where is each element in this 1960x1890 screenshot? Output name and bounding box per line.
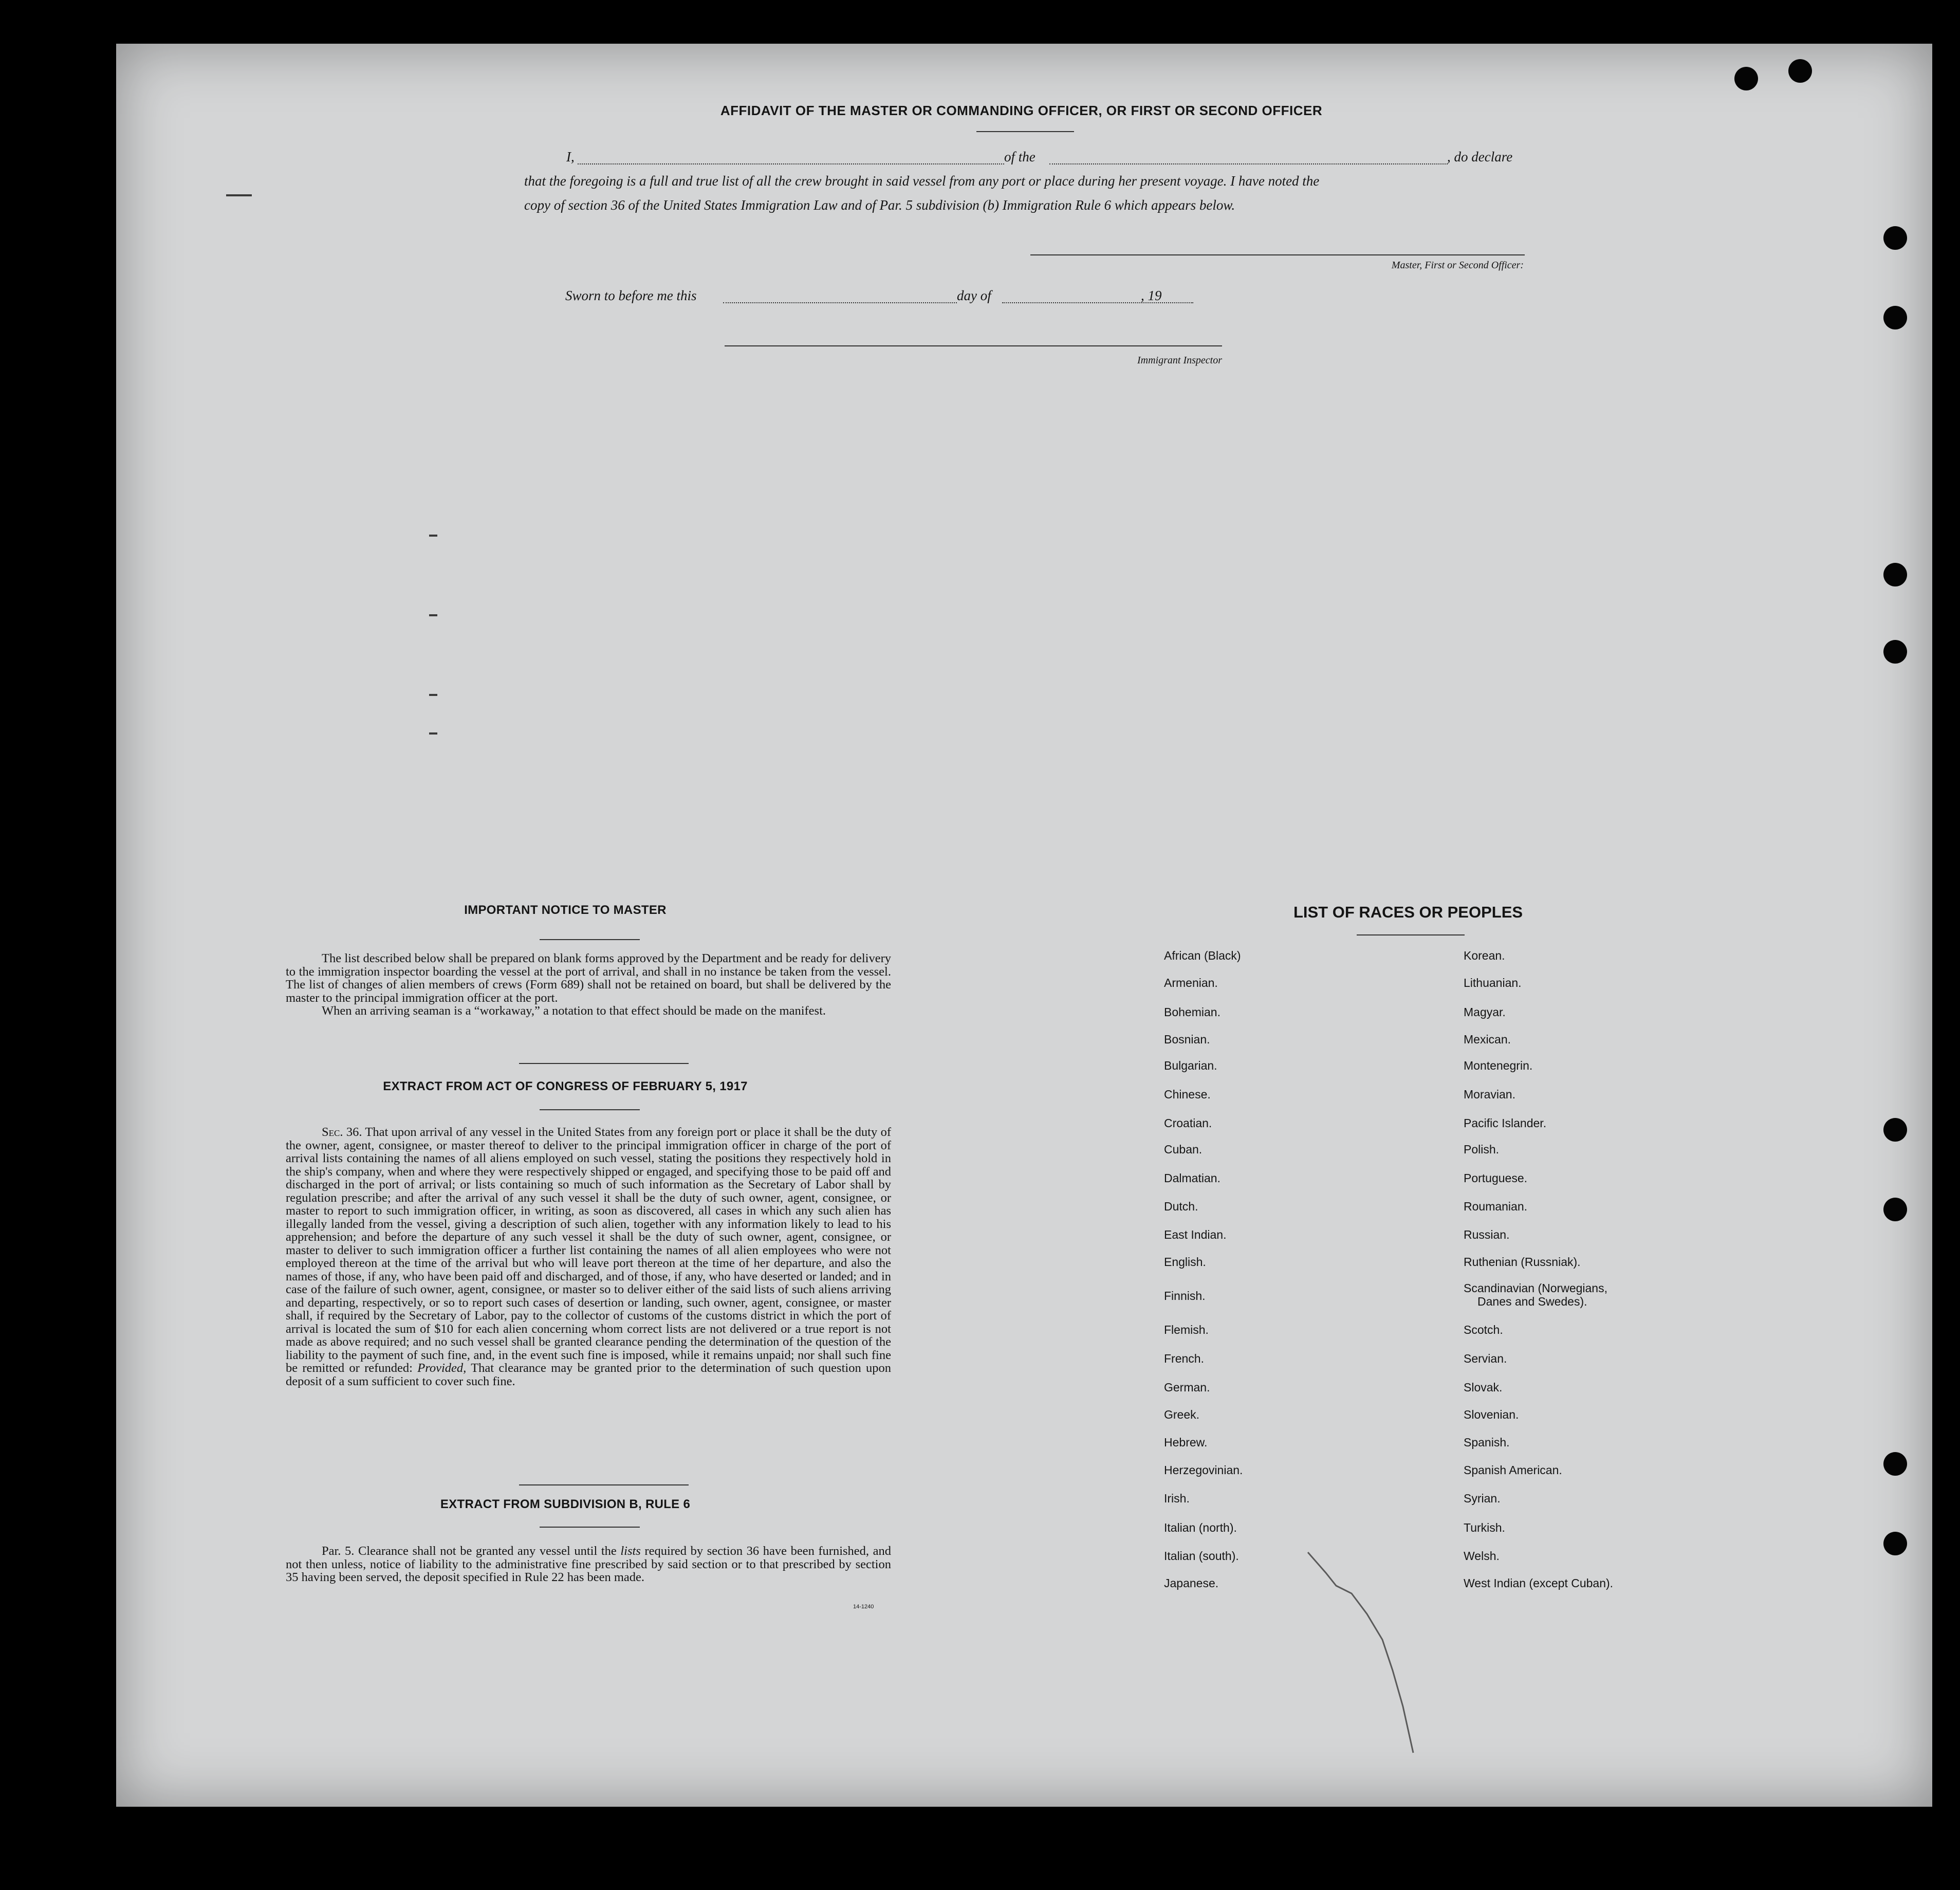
- race-item: Servian.: [1464, 1352, 1507, 1365]
- races-title: LIST OF RACES OR PEOPLES: [1293, 903, 1523, 921]
- race-item: Montenegrin.: [1464, 1059, 1533, 1072]
- races-title-rule: [1357, 934, 1465, 935]
- show-through-mark: [429, 614, 437, 616]
- sworn-month-field[interactable]: [1002, 302, 1193, 303]
- inspector-label: Immigrant Inspector: [1137, 355, 1222, 366]
- notice-paragraph-1: The list described below shall be prepared on blank forms approved by the Department and be ready for delivery to the immigration inspector boarding the vessel at the port of arrival, and shall in no instance be taken from the vessel. The list of changes of alien members of crews (Form 689) shall not be retained on board, but shall be delivered by the master to the principal immigration officer at the port.: [286, 951, 891, 1005]
- of-the-label: of the: [1004, 149, 1036, 164]
- race-item: Armenian.: [1164, 976, 1218, 989]
- race-item: Pacific Islander.: [1464, 1116, 1547, 1130]
- rule-heading: EXTRACT FROM SUBDIVISION B, RULE 6: [440, 1497, 691, 1511]
- punch-hole: [1788, 59, 1812, 83]
- act-paragraph: [286, 1126, 891, 1388]
- year-label: , 19: [1141, 288, 1162, 303]
- race-item: Turkish.: [1464, 1521, 1505, 1534]
- notice-heading: IMPORTANT NOTICE TO MASTER: [464, 903, 667, 917]
- section-divider: [519, 1063, 689, 1064]
- punch-hole: [1883, 1118, 1907, 1142]
- rule-body: [286, 1545, 891, 1584]
- show-through-mark: [429, 694, 437, 696]
- race-item: German.: [1164, 1381, 1210, 1394]
- punch-hole: [1883, 1532, 1907, 1555]
- race-item: Polish.: [1464, 1143, 1500, 1156]
- race-item: Korean.: [1464, 949, 1505, 962]
- document-page: [116, 44, 1932, 1807]
- race-item: Irish.: [1164, 1492, 1190, 1505]
- act-text-end: That clearance may be granted prior to the determination of such question upon deposit of a sum sufficient to cover such fine.: [286, 1361, 892, 1388]
- affidavit-line-2: that the foregoing is a full and true list of all the crew brought in said vessel from any port or place during her present voyage. I have noted the: [524, 173, 1320, 189]
- race-item: Bosnian.: [1164, 1033, 1210, 1046]
- punch-hole: [1883, 306, 1907, 329]
- sec-label: Sec. 36.: [322, 1125, 362, 1139]
- race-item: Ruthenian (Russniak).: [1464, 1255, 1581, 1269]
- provided-label: Provided,: [417, 1361, 467, 1375]
- race-item: Mexican.: [1464, 1033, 1511, 1046]
- affidavit-line-1: [566, 149, 1527, 168]
- race-item: Dutch.: [1164, 1200, 1198, 1213]
- race-item: Hebrew.: [1164, 1436, 1208, 1449]
- race-item: Finnish.: [1164, 1289, 1206, 1302]
- rule-heading-rule: [540, 1527, 640, 1528]
- notice-paragraph-2: When an arriving seaman is a “workaway,” a notation to that effect should be made on the manifest.: [322, 1004, 826, 1018]
- race-item: Russian.: [1464, 1228, 1510, 1241]
- act-heading: EXTRACT FROM ACT OF CONGRESS OF FEBRUARY 5, 1917: [383, 1079, 748, 1093]
- act-heading-rule: [540, 1109, 640, 1110]
- show-through-mark: [429, 535, 437, 537]
- title-underline: [976, 131, 1074, 132]
- day-of-label: day of: [957, 288, 991, 303]
- show-through-mark: [429, 732, 437, 735]
- race-item: Greek.: [1164, 1408, 1200, 1421]
- race-item: Slovak.: [1464, 1381, 1503, 1394]
- paper-crack: [1305, 1537, 1429, 1763]
- race-item: Syrian.: [1464, 1492, 1501, 1505]
- name-field[interactable]: [578, 163, 1004, 164]
- race-item: Dalmatian.: [1164, 1171, 1221, 1185]
- show-through-mark: [226, 194, 252, 196]
- race-item: Scotch.: [1464, 1323, 1503, 1336]
- race-item: Chinese.: [1164, 1088, 1211, 1101]
- race-item: Bohemian.: [1164, 1005, 1221, 1019]
- race-item: Portuguese.: [1464, 1171, 1528, 1185]
- master-signature-line[interactable]: [1030, 254, 1525, 255]
- race-item: Japanese.: [1164, 1576, 1219, 1590]
- race-item: Italian (north).: [1164, 1521, 1237, 1534]
- rule-text-a: Par. 5. Clearance shall not be granted any vessel until the: [322, 1544, 617, 1558]
- notice-heading-rule: [540, 939, 640, 940]
- punch-hole: [1883, 1452, 1907, 1476]
- master-label: Master, First or Second Officer:: [1391, 260, 1524, 271]
- race-item: Lithuanian.: [1464, 976, 1522, 989]
- race-item: Croatian.: [1164, 1116, 1212, 1130]
- rule-paragraph: [286, 1545, 891, 1584]
- punch-hole: [1883, 563, 1907, 586]
- sworn-day-field[interactable]: [723, 302, 957, 303]
- rule-text-b: required by section 36 have been furnished, and not then unless, notice of liability to the administrative fine prescribed by said section or to that prescribed by section 35 having been served, the deposit specified in Rule 22 has been made.: [286, 1544, 891, 1584]
- declare-label: , do declare: [1447, 149, 1513, 164]
- race-item: Slovenian.: [1464, 1408, 1519, 1421]
- race-item: Scandinavian (Norwegians,: [1464, 1281, 1607, 1295]
- affidavit-title: AFFIDAVIT OF THE MASTER OR COMMANDING OFFICER, OR FIRST OR SECOND OFFICER: [720, 103, 1323, 118]
- punch-hole: [1883, 226, 1907, 250]
- race-item: Cuban.: [1164, 1143, 1203, 1156]
- punch-hole: [1883, 1198, 1907, 1221]
- punch-hole: [1734, 67, 1758, 90]
- affidavit-line-3: copy of section 36 of the United States Immigration Law and of Par. 5 subdivision (b) Immigration Rule 6 which appears below.: [524, 197, 1235, 213]
- race-item: East Indian.: [1164, 1228, 1227, 1241]
- race-item: English.: [1164, 1255, 1206, 1269]
- race-item: Moravian.: [1464, 1088, 1515, 1101]
- race-item: West Indian (except Cuban).: [1464, 1576, 1614, 1590]
- race-item: Spanish.: [1464, 1436, 1510, 1449]
- race-item: Roumanian.: [1464, 1200, 1528, 1213]
- race-item: Danes and Swedes).: [1477, 1295, 1587, 1308]
- race-item: African (Black): [1164, 949, 1241, 962]
- sworn-label: Sworn to before me this: [565, 288, 697, 303]
- inspector-signature-line[interactable]: [725, 345, 1222, 346]
- race-item: Flemish.: [1164, 1323, 1209, 1336]
- race-item: Magyar.: [1464, 1005, 1506, 1019]
- race-item: Italian (south).: [1164, 1549, 1239, 1563]
- race-item: French.: [1164, 1352, 1204, 1365]
- race-item: Spanish American.: [1464, 1463, 1562, 1477]
- act-body: [286, 1126, 891, 1388]
- lists-label: lists: [620, 1544, 641, 1558]
- notice-body: [286, 952, 891, 1018]
- form-code: 14-1240: [853, 1604, 874, 1610]
- race-item: Herzegovinian.: [1164, 1463, 1243, 1477]
- i-label: I,: [566, 149, 575, 164]
- race-item: Bulgarian.: [1164, 1059, 1217, 1072]
- race-item: Welsh.: [1464, 1549, 1500, 1563]
- punch-hole: [1883, 640, 1907, 664]
- vessel-field[interactable]: [1049, 163, 1448, 164]
- sworn-line: [565, 288, 1233, 306]
- section-divider: [519, 1484, 689, 1485]
- act-text: That upon arrival of any vessel in the United States from any foreign port or place it shall be the duty of the owner, agent, consignee, or master thereof to deliver to the principal immigration officer in charge of the port of arrival lists containing the names of all aliens employed on such vessel, stating the positions they respectively hold in the ship's company, when and where they were respectively shipped or engaged, and specifying those to be paid off and discharged in the port of arrival; or lists containing so much of such information as the Secretary of Labor shall by regulation prescribe; and after the arrival of any such vessel it shall be the duty of such owner, agent, consignee, or master to report to such immigration officer, in writing, as soon as discovered, all cases in which any such alien has illegally landed from the vessel, giving a description of such alien, together with any information likely to lead to his apprehension; and before the departure of any such vessel it shall be the duty of such owner, agent, consignee, or master to deliver to such immigration officer a further list containing the names of all alien employees who were not employed thereon at the time of the arrival but who will leave port thereon at the time of her departure, and also the names of those, if any, who have been paid off and discharged, and of those, if any, who have deserted or landed; and in case of the failure of such owner, agent, consignee, or master so to deliver either of the said lists of such aliens arriving and departing, respectively, or so to report such cases of desertion or landing, such owner, agent, consignee, or master shall, if required by the Secretary of Labor, pay to the collector of customs of the customs district in which the port of arrival is located the sum of $10 for each alien concerning whom correct lists are not delivered or a true report is not made as above required; and no such vessel shall be granted clearance pending the determination of the question of the liability to the payment of such fine, and, in the event such fine is imposed, while it remains unpaid; nor shall such fine be remitted or refunded:: [286, 1125, 891, 1375]
